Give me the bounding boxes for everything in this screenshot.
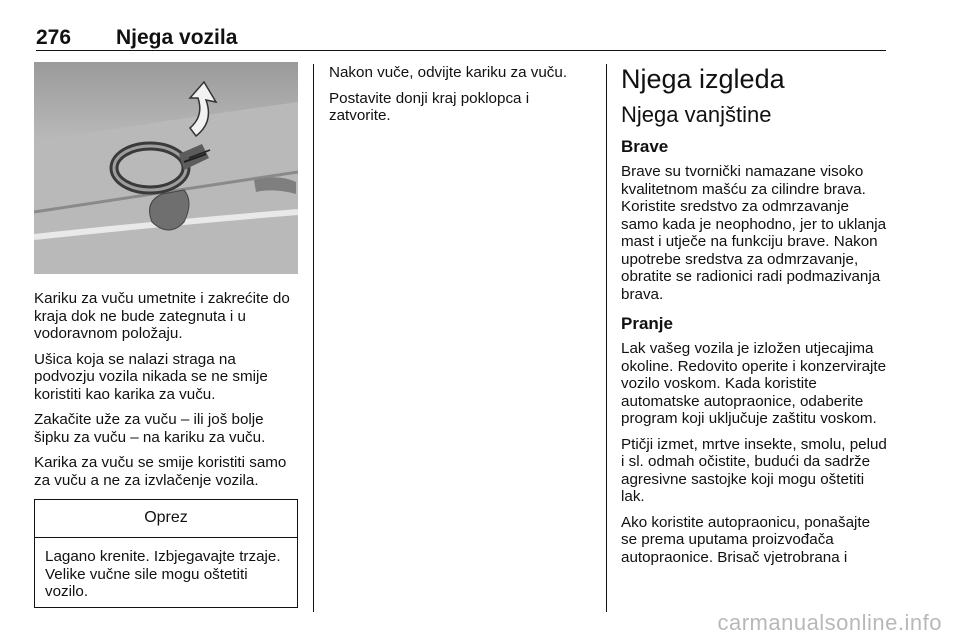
column-right [621,64,887,574]
paragraph: Nakon vuče, odvijte kariku za vuču. [329,64,568,81]
page-header [36,26,886,52]
paragraph: Ušica koja se nalazi straga na podvozju vozila nikada se ne smije koristiti kao karika za vuču. [34,350,268,403]
column-divider [313,64,314,612]
section-washing [621,313,887,566]
caution-box [34,499,298,608]
section-locks [621,136,887,303]
paragraph: Lak vašeg vozila je izložen utjecajima okoline. Redovito operite i konzervirajte vozilo voskom. Kada koristite automatske autopraonice, odaberite program koji uključuje zaštitu voskom. [621,340,887,427]
section-heading: Brave [621,137,669,156]
paragraph: Ptičji izmet, mrtve insekte, smolu, pelud i sl. odmah očistite, budući da sadrže agresivne sastojke koji mogu oštetiti lak. [621,435,887,505]
paragraph: Karika za vuču se smije koristiti samo za vuču a ne za izvlačenje vozila. [34,454,287,489]
paragraph: Zakačite uže za vuču – ili još bolje šipku za vuču – na kariku za vuču. [34,411,266,446]
column-left [34,62,298,608]
tow-eye-illustration [34,62,298,274]
column-middle [329,64,591,133]
paragraph: Postavite donji kraj poklopca i zatvorite. [329,89,530,124]
caution-heading: Oprez [35,500,297,538]
header-rule [36,50,886,51]
paragraph: Ako koristite autopraonicu, ponašajte se prema uputama proizvođača autopraonice. Brisač vjetrobrana i [621,513,871,566]
column-divider [606,64,607,612]
page-number: 276 [36,26,72,49]
paragraph: Kariku za vuču umetnite i zakrećite do kraja dok ne bude zategnuta i u vodoravnom položaju. [34,290,290,342]
watermark: carmanualsonline.info [717,610,942,635]
caution-text: Lagano krenite. Izbjegavajte trzaje. Velike vučne sile mogu oštetiti vozilo. [45,548,281,600]
section-title: Njega izgleda [621,64,785,94]
paragraph: Brave su tvornički namazane visoko kvalitetnom mašću za cilindre brava. Koristite sredstvo za odmrzavanje samo kada je neophodno, jer to uklanja mast i utječe na funkciju brave. Nakon upotrebe sredstva za odmrzavanje, obratite se radionici radi podmazivanja brava. [621,163,887,303]
section-heading: Pranje [621,314,673,333]
subsection-title: Njega vanjštine [621,102,772,127]
caution-body [35,538,297,607]
chapter-title: Njega vozila [116,26,238,49]
